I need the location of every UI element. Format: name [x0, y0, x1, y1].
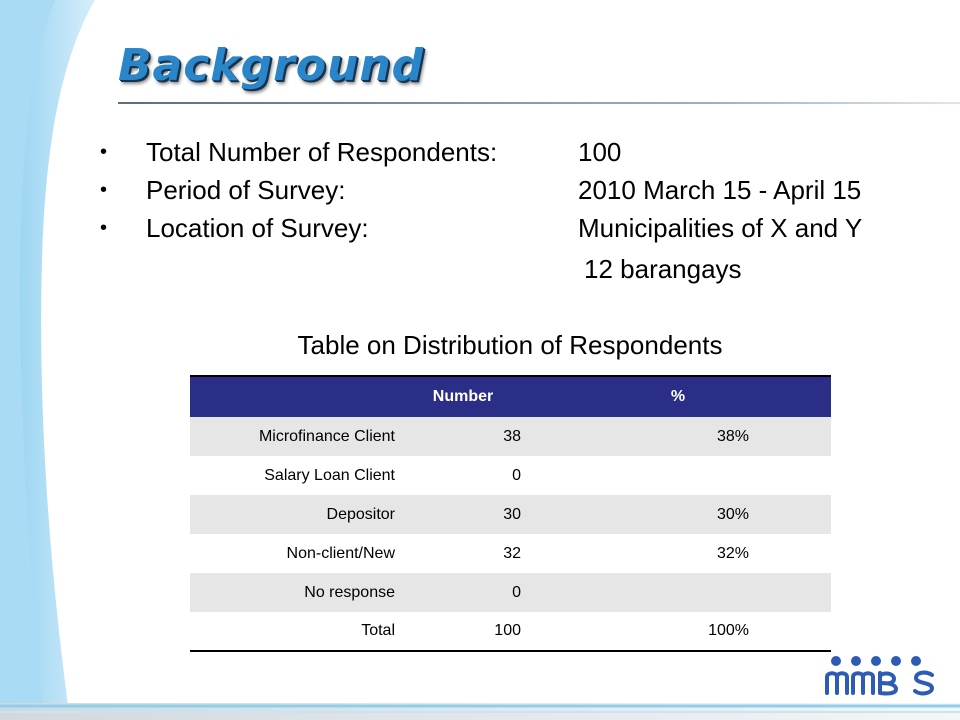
row-category: No response	[304, 583, 395, 601]
slide-title: Background	[118, 40, 425, 91]
row-category: Total	[361, 622, 395, 639]
info-label: Location of Survey:	[146, 213, 369, 243]
row-category: Non-client/New	[286, 544, 395, 562]
info-label: Total Number of Respondents:	[146, 137, 498, 167]
table-header-row	[190, 376, 831, 417]
table-row	[190, 573, 831, 612]
row-percent	[525, 573, 831, 612]
row-number: 30	[503, 505, 521, 523]
header-cell-number: Number	[401, 376, 525, 417]
bullet-icon: •	[100, 217, 108, 239]
header-cell-category	[190, 376, 401, 417]
row-number: 100	[494, 622, 521, 639]
table-title: Table on Distribution of Respondents	[297, 330, 723, 360]
row-category: Depositor	[326, 505, 395, 523]
row-percent: 30%	[716, 505, 749, 523]
row-category: Microfinance Client	[258, 427, 395, 445]
table-row	[190, 495, 831, 534]
table-row	[190, 417, 831, 456]
info-extra-barangays: 12 barangays	[584, 254, 742, 284]
table-row	[190, 534, 831, 573]
info-label: Period of Survey:	[146, 175, 346, 205]
row-number: 0	[512, 466, 521, 484]
header-cell-percent: %	[525, 376, 831, 417]
mmbs-logo-icon	[822, 655, 938, 697]
row-number: 0	[512, 583, 521, 601]
row-number: 32	[503, 544, 521, 562]
row-percent: 100%	[708, 622, 749, 639]
table-row-total	[190, 612, 831, 651]
row-number: 38	[503, 427, 521, 445]
row-category: Salary Loan Client	[264, 466, 395, 484]
bullet-icon: •	[100, 141, 108, 163]
row-percent	[525, 456, 831, 495]
info-value: Municipalities of X and Y	[578, 213, 863, 243]
table-row	[190, 456, 831, 495]
row-percent: 32%	[716, 544, 749, 562]
info-value: 100	[578, 137, 622, 167]
info-value: 2010 March 15 - April 15	[578, 175, 862, 205]
row-percent: 38%	[716, 427, 749, 445]
bullet-icon: •	[100, 179, 108, 201]
respondents-table	[190, 375, 831, 652]
title-underline	[118, 102, 960, 104]
